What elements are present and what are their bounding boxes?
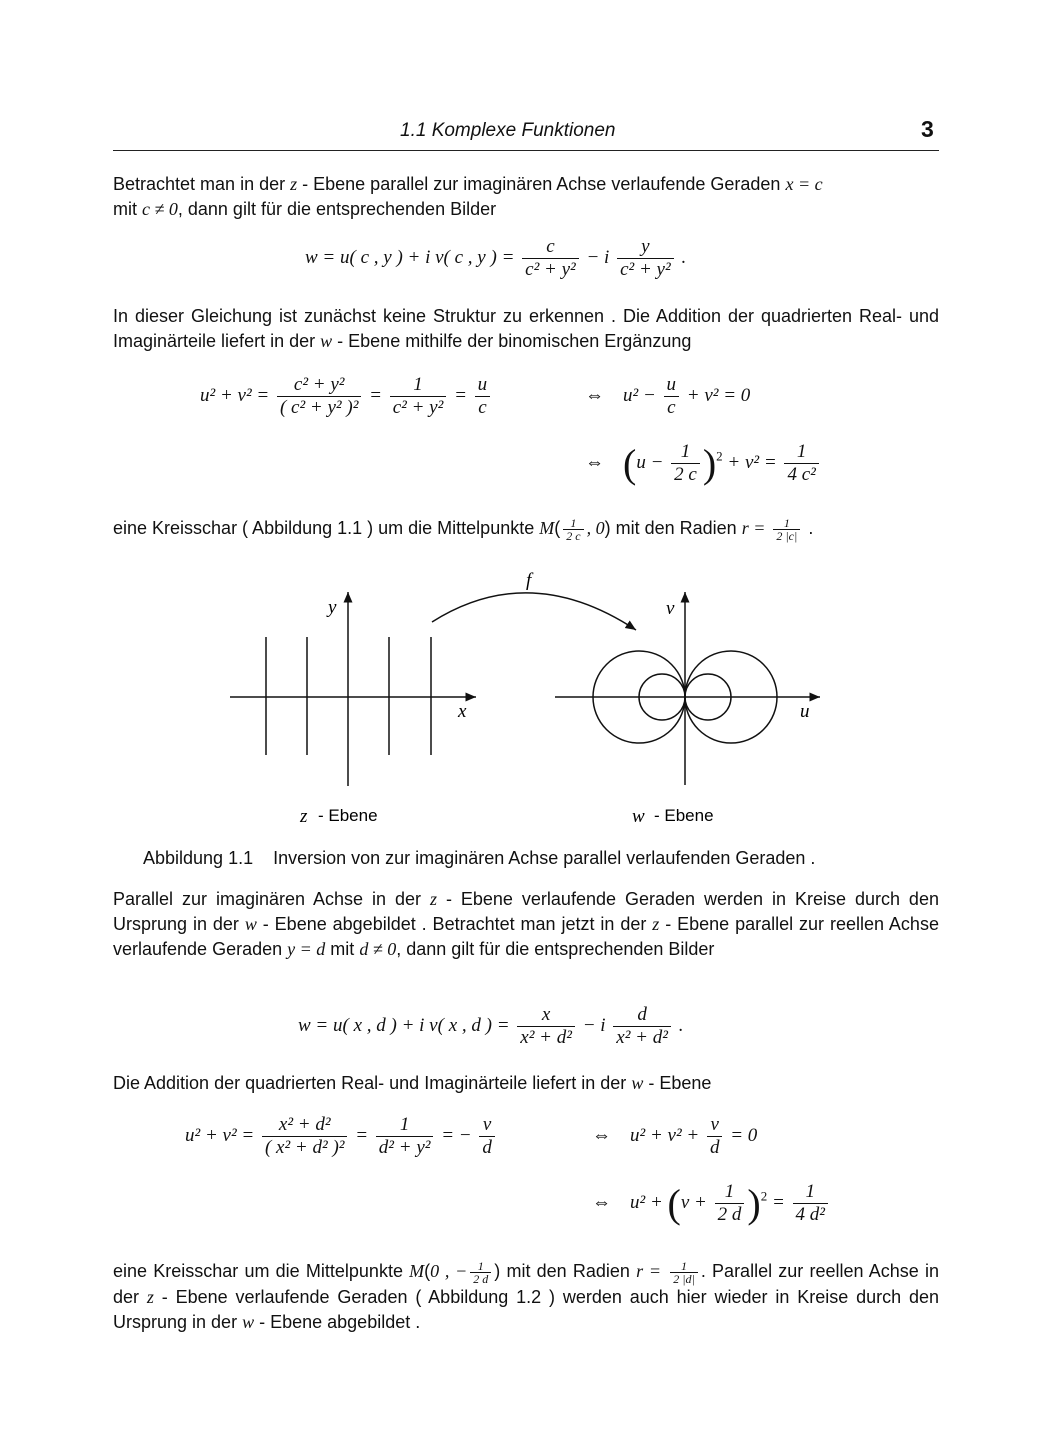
z-plane-symbol: z — [300, 806, 308, 827]
paragraph-5: Die Addition der quadrierten Real- und Imaginärteile liefert in der w - Ebene — [113, 1073, 712, 1093]
w-plane-u-label: u — [800, 701, 810, 722]
mapping-arrow — [432, 593, 636, 630]
equation-2-line-2: ⇔ (u − $\frac{1}{2 c}$ )$^2$ + v² = $\frac{1}{\text{4 c²}}$ — [585, 440, 822, 487]
equation-3: w = u( x , d ) + i v( x , d ) = $\frac{x}{\text{x² + d²}}$ − i $\frac{d}{\text{x² + d²}}$ . — [298, 1004, 684, 1048]
paragraph-3: eine Kreisschar ( Abbildung 1.1 ) um die Mittelpunkte M( $\frac{1}{2 c}$ , 0) mit den Radien r = $\frac{1}{2 |c|}$ . — [113, 515, 814, 543]
z-plane-y-label: y — [328, 597, 337, 618]
equation-2-line-1: u² + v² = $\frac{\text{c² + y²}}{\text{( c² + y² )²}}$ = $\frac{1}{\text{c² + y²}}$ = $\frac{u}{c}$ — [200, 374, 493, 419]
figure-caption: Abbildung 1.1 Inversion von zur imaginären Achse parallel verlaufenden Geraden . — [143, 848, 816, 868]
z-plane-x-label: x — [458, 701, 467, 722]
equation-1: w = u( c , y ) + i v( c , y ) = $\frac{c}{\text{c² + y²}}$ − i $\frac{y}{\text{c² + y²}}$ . — [305, 236, 687, 280]
paragraph-2: In dieser Gleichung ist zunächst keine Struktur zu erkennen . Die Addition der quadrierten Real- und Imaginärteile liefert in der w - Ebene mithilfe der binomischen Ergänzung — [113, 306, 939, 351]
w-plane-v-label: v — [666, 598, 675, 619]
equation-4-line-2: ⇔ u² + (v + $\frac{1}{2 d}$ )$^2$ = $\frac{1}{\text{4 d²}}$ — [592, 1180, 831, 1227]
z-plane-label: - Ebene — [318, 806, 378, 825]
paragraph-6: eine Kreisschar um die Mittelpunkte M(0 , − $\frac{1}{2 d}$ ) mit den Radien r = $\frac{1}{2 |d|}$ . Parallel zur reellen Achse in der z - Ebene verlaufende Geraden ( Abbildung 1.2 ) werden auch hier wieder in Kreise durch den Ursprung in der w - Ebene abgebildet . — [113, 1258, 939, 1332]
equation-2-right-1: ⇔ u² − $\frac{u}{c}$ + v² = 0 — [585, 374, 751, 418]
equation-4-line-1: u² + v² = $\frac{\text{x² + d²}}{\text{( x² + d² )²}}$ = $\frac{1}{\text{d² + y²}}$ = − $\frac{v}{d}$ — [185, 1114, 498, 1159]
w-plane-symbol: w — [632, 806, 645, 827]
page-number: 3 — [921, 116, 934, 142]
w-plane-label: - Ebene — [654, 806, 714, 825]
mapping-label: f — [526, 570, 532, 591]
header-rule — [113, 150, 939, 151]
header-title: 1.1 Komplexe Funktionen — [400, 120, 616, 141]
equation-4-right-1: ⇔ u² + v² + $\frac{v}{d}$ = 0 — [592, 1114, 758, 1158]
paragraph-4: Parallel zur imaginären Achse in der z - Ebene verlaufende Geraden werden in Kreise durch den Ursprung in der w - Ebene abgebildet . Betrachtet man jetzt in der z - Ebene parallel zur reellen Achse verlaufende Geraden y = d mit d ≠ 0, dann gilt für die entsprechenden Bilder — [113, 889, 939, 959]
paragraph-1: Betrachtet man in der z - Ebene parallel zur imaginären Achse verlaufende Geraden x = c mit c ≠ 0, dann gilt für die entsprechenden Bilder — [113, 174, 823, 219]
figure-inversion — [0, 560, 1053, 840]
